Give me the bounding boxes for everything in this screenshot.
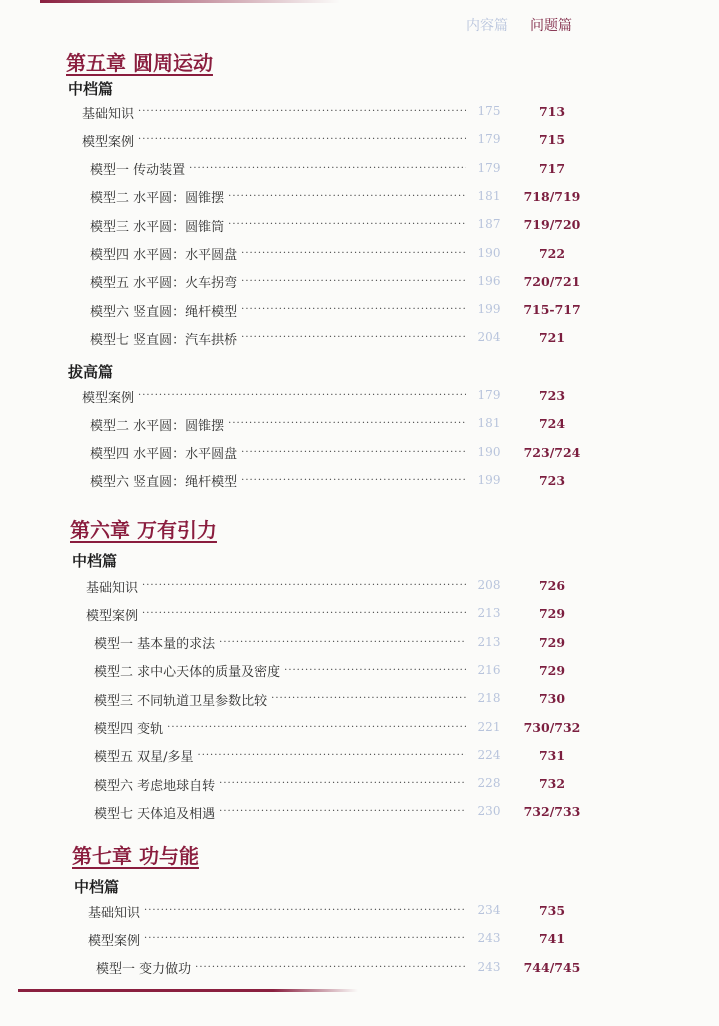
problem-page-number: 741 [538, 931, 566, 947]
toc-entry-label: 基础知识 [86, 580, 139, 596]
leader-dots [241, 474, 466, 488]
toc-entry[interactable] [90, 329, 466, 347]
content-page-number: 199 [477, 472, 501, 487]
section-title: 中档篇 [68, 80, 114, 98]
leader-dots [241, 275, 466, 289]
toc-entry-label: 模型一 基本量的求法 [94, 637, 216, 653]
toc-entry[interactable] [86, 577, 466, 595]
toc-entry[interactable] [90, 160, 466, 178]
leader-dots [219, 805, 466, 819]
content-page-number: 181 [477, 188, 501, 203]
problem-page-number: 731 [538, 747, 566, 763]
problem-page-number: 732 [538, 776, 566, 792]
section-title: 中档篇 [74, 878, 120, 896]
leader-dots [241, 446, 466, 460]
content-page-number: 213 [477, 606, 501, 621]
toc-entry-label: 模型案例 [86, 608, 139, 624]
bottom-decorative-line [18, 989, 358, 992]
toc-entry-label: 模型五 水平圆：火车拐弯 [90, 276, 238, 292]
toc-entry-label: 模型六 竖直圆：绳杆模型 [90, 475, 238, 491]
top-decorative-line [40, 0, 340, 3]
leader-dots [241, 303, 466, 317]
toc-entry[interactable] [90, 188, 466, 206]
chapter-title[interactable]: 第六章 万有引力 [70, 518, 217, 542]
content-page-number: 175 [477, 104, 501, 118]
toc-entry[interactable] [88, 902, 466, 920]
toc-entry-label: 模型六 考虑地球自转 [94, 778, 216, 794]
problem-page-number: 729 [538, 662, 566, 678]
leader-dots [142, 579, 466, 593]
toc-entry-label: 模型案例 [88, 933, 141, 949]
content-page-number: 190 [477, 444, 501, 459]
problem-page-number: 729 [538, 606, 566, 622]
toc-entry[interactable] [88, 930, 466, 948]
content-page-number: 216 [477, 662, 501, 677]
content-page-number: 218 [477, 691, 501, 706]
leader-dots [144, 932, 466, 946]
leader-dots [271, 692, 466, 706]
content-page-number: 208 [477, 578, 501, 592]
content-page-number: 243 [477, 931, 501, 946]
toc-entry-label: 基础知识 [88, 905, 141, 921]
section-title: 中档篇 [72, 552, 118, 570]
problem-page-number: 717 [538, 160, 566, 176]
leader-dots [284, 664, 466, 678]
problem-page-number: 718/719 [523, 188, 581, 204]
content-page-number: 204 [477, 330, 501, 345]
toc-entry[interactable] [90, 245, 466, 263]
toc-entry-label: 模型二 水平圆：圆锥摆 [90, 191, 225, 207]
problem-page-number: 719/720 [523, 217, 581, 233]
content-page-number: 196 [477, 273, 501, 288]
toc-entry-label: 模型案例 [82, 390, 135, 406]
toc-entry[interactable] [94, 803, 466, 821]
content-page-number: 221 [477, 719, 501, 734]
content-page-number: 234 [477, 903, 501, 917]
chapter-title[interactable]: 第七章 功与能 [72, 844, 199, 868]
toc-entry-label: 模型四 水平圆：水平圆盘 [90, 248, 238, 263]
toc-entry-label: 模型四 水平圆：水平圆盘 [90, 447, 238, 463]
toc-entry-label: 基础知识 [82, 106, 135, 122]
content-page-number: 199 [477, 302, 501, 317]
leader-dots [219, 636, 466, 650]
toc-entry-label: 模型二 求中心天体的质量及密度 [94, 665, 281, 681]
content-page-number: 243 [477, 959, 501, 974]
toc-entry[interactable] [96, 959, 466, 977]
toc-entry[interactable] [94, 634, 466, 652]
toc-entry-label: 模型三 水平圆：圆锥筒 [90, 219, 225, 235]
toc-entry[interactable] [94, 662, 466, 680]
problem-page-number: 729 [538, 634, 566, 650]
toc-entry[interactable] [94, 775, 466, 793]
leader-dots [138, 133, 466, 147]
content-page-number: 228 [477, 776, 501, 791]
problem-page-number: 724 [538, 416, 566, 432]
problem-page-number: 720/721 [523, 273, 581, 289]
toc-entry-label: 模型案例 [82, 134, 135, 150]
column-header-content: 内容篇 [466, 18, 508, 34]
chapter-title[interactable]: 第五章 圆周运动 [66, 51, 213, 75]
problem-page-number: 726 [538, 578, 566, 593]
section-title: 拔高篇 [68, 363, 114, 381]
toc-entry[interactable] [94, 719, 466, 737]
content-page-number: 179 [477, 160, 501, 175]
leader-dots [144, 904, 466, 918]
toc-entry[interactable] [90, 273, 466, 291]
toc-entry[interactable] [86, 605, 466, 623]
problem-page-number: 723 [538, 472, 566, 488]
toc-entry[interactable] [90, 301, 466, 319]
toc-entry[interactable] [90, 415, 466, 433]
content-page-number: 179 [477, 388, 501, 402]
leader-dots [167, 721, 466, 735]
leader-dots [228, 190, 466, 204]
toc-entry-label: 模型一 变力做功 [96, 962, 192, 978]
toc-entry-label: 模型五 双星/多星 [94, 750, 194, 766]
problem-page-number: 721 [538, 330, 566, 346]
toc-entry[interactable] [94, 747, 466, 765]
toc-entry-label: 模型二 水平圆：圆锥摆 [90, 418, 225, 434]
toc-entry[interactable] [90, 216, 466, 234]
leader-dots [219, 777, 466, 791]
leader-dots [198, 749, 466, 763]
toc-entry-label: 模型四 变轨 [94, 722, 164, 737]
problem-page-number: 735 [538, 903, 566, 918]
leader-dots [138, 105, 466, 119]
content-page-number: 230 [477, 804, 501, 819]
leader-dots [241, 247, 466, 261]
leader-dots [138, 389, 466, 403]
problem-page-number: 744/745 [523, 959, 581, 975]
content-page-number: 224 [477, 747, 501, 762]
toc-entry-label: 模型七 竖直圆：汽车拱桥 [90, 332, 238, 348]
toc-entry[interactable] [82, 387, 466, 405]
problem-page-number: 715 [538, 132, 566, 148]
leader-dots [228, 417, 466, 431]
toc-entry[interactable] [82, 103, 466, 121]
toc-entry[interactable] [90, 472, 466, 490]
toc-entry[interactable] [94, 690, 466, 708]
problem-page-number: 722 [538, 245, 566, 261]
problem-page-number: 730/732 [523, 719, 581, 735]
toc-entry-label: 模型六 竖直圆：绳杆模型 [90, 304, 238, 320]
content-page-number: 213 [477, 634, 501, 649]
toc-entry[interactable] [82, 131, 466, 149]
leader-dots [241, 331, 466, 345]
leader-dots [228, 218, 466, 232]
toc-entry[interactable] [90, 444, 466, 462]
leader-dots [142, 607, 466, 621]
content-page-number: 190 [477, 245, 501, 260]
content-page-number: 179 [477, 132, 501, 147]
leader-dots [189, 162, 466, 176]
problem-page-number: 723/724 [523, 444, 581, 460]
problem-page-number: 732/733 [523, 804, 581, 820]
content-page-number: 187 [477, 217, 501, 232]
toc-entry-label: 模型三 不同轨道卫星参数比较 [94, 693, 268, 709]
toc-entry-label: 模型一 传动装置 [90, 163, 186, 179]
column-header-problem: 问题篇 [530, 18, 572, 34]
toc-entry-label: 模型七 天体追及相遇 [94, 806, 216, 822]
problem-page-number: 723 [538, 388, 566, 403]
problem-page-number: 730 [538, 691, 566, 707]
content-page-number: 181 [477, 416, 501, 431]
problem-page-number: 715-717 [523, 302, 581, 318]
leader-dots [195, 961, 466, 975]
problem-page-number: 713 [538, 104, 566, 119]
